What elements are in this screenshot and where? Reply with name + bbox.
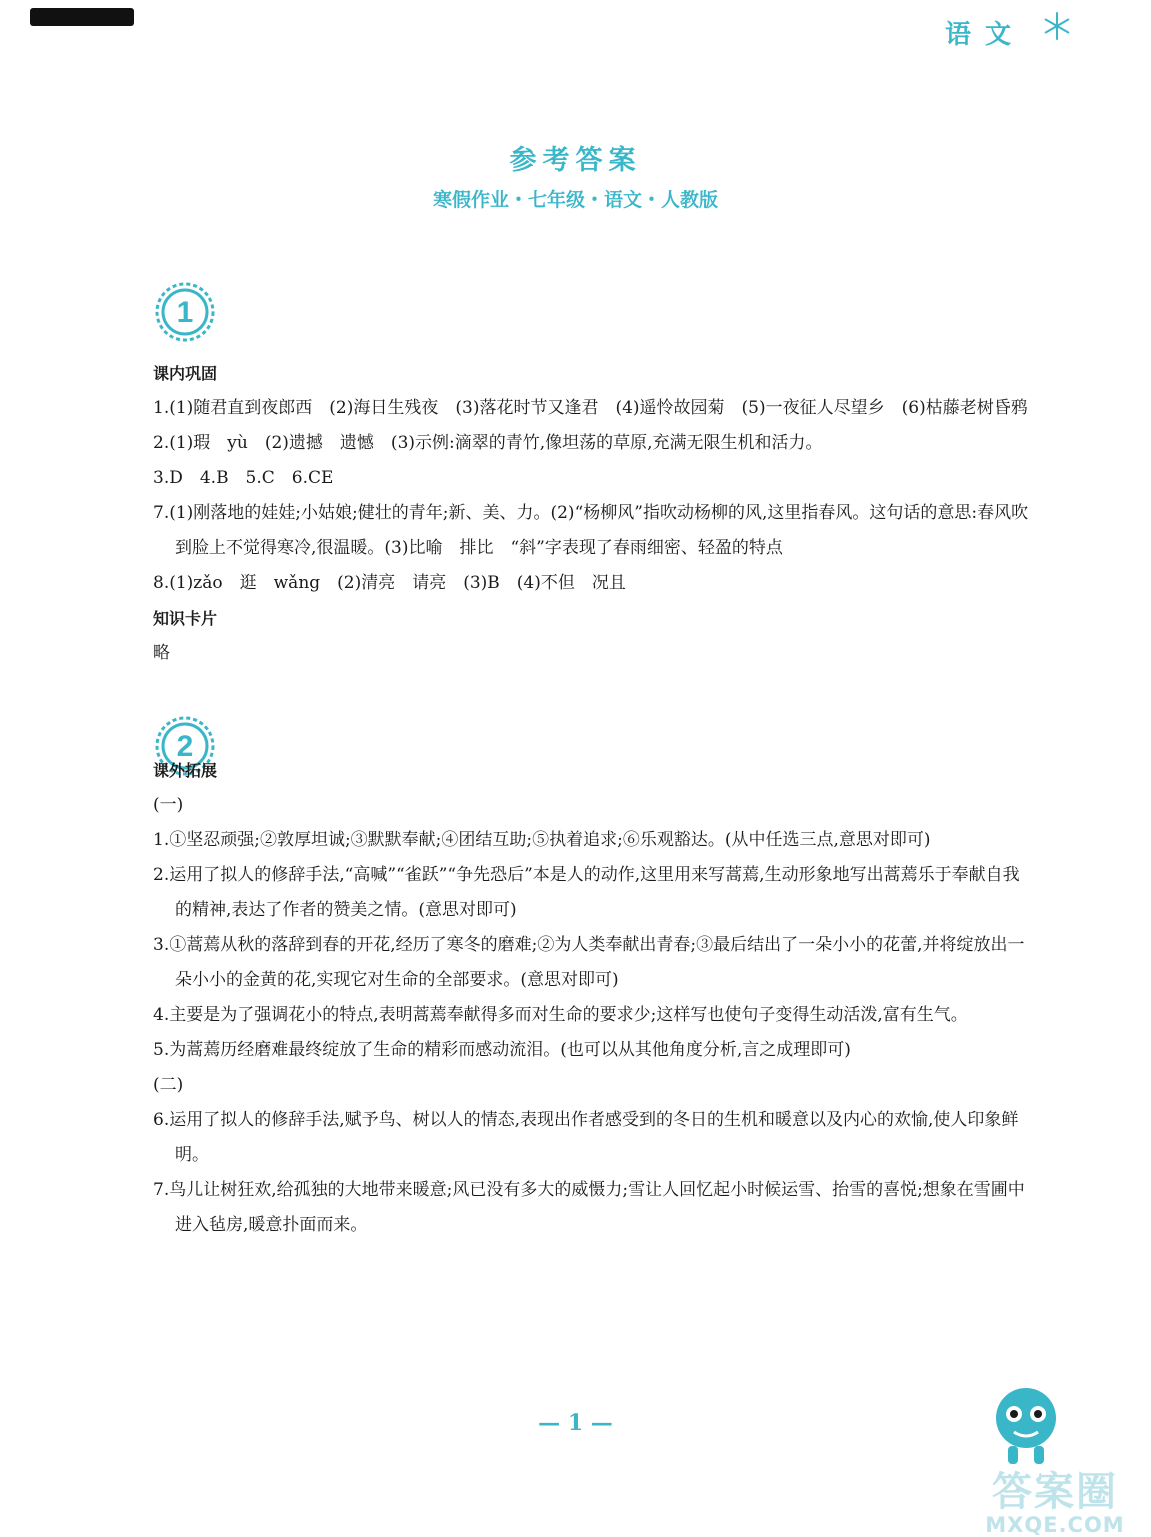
- answer-item: 2.运用了拟人的修辞手法,“高喊”“雀跃”“争先恐后”本是人的动作,这里用来写蒿蔫,生动形象地写出蒿蔫乐于奉献自我的精神,表达了作者的赞美之情。(意思对即可): [153, 865, 1020, 920]
- answer-item: 1.(1)随君直到夜郎西 (2)海日生残夜 (3)落花时节又逢君 (4)遥怜故园菊 (5)一夜征人尽望乡 (6)枯藤老树昏鸦: [153, 398, 1028, 418]
- answer-item: 1.①坚忍顽强;②敦厚坦诚;③默默奉献;④团结互助;⑤执着追求;⑥乐观豁达。(从中任选三点,意思对即可): [153, 830, 931, 850]
- watermark: [975, 1470, 1135, 1536]
- page-subtitle: 寒假作业・七年级・语文・人教版: [432, 189, 718, 211]
- section-heading-knowledge-card: 知识卡片: [153, 609, 218, 628]
- answer-item: 7.鸟儿让树狂欢,给孤独的大地带来暖意;风已没有多大的威慑力;雪让人回忆起小时候运雪、抬雪的喜悦;想象在雪圃中进入毡房,暖意扑面而来。: [153, 1180, 1025, 1235]
- watermark-url: MXQE.COM: [985, 1513, 1125, 1537]
- unit-1-badge-icon: [155, 282, 215, 342]
- answer-item: 6.运用了拟人的修辞手法,赋予鸟、树以人的情态,表现出作者感受到的冬日的生机和暖意以及内心的欢愉,使人印象鲜明。: [153, 1110, 1019, 1165]
- page-number: — 1 —: [538, 1410, 613, 1436]
- page-title: 参考答案: [509, 145, 642, 176]
- snowflake-icon: [1041, 10, 1073, 42]
- answer-item: 3.D 4.B 5.C 6.CE: [153, 468, 334, 488]
- part-label-2: (二): [153, 1075, 184, 1095]
- answer-item: 7.(1)刚落地的娃娃;小姑娘;健壮的青年;新、美、力。(2)“杨柳风”指吹动杨柳的风,这里指春风。这句话的意思:春风吹到脸上不觉得寒冷,很温暖。(3)比喻 排比 “斜”字表现了春雨细密、轻盈的特点: [153, 503, 1029, 558]
- section-heading-extension: 课外拓展: [153, 761, 218, 780]
- answer-content: [153, 356, 1033, 1243]
- section-heading-in-class: 课内巩固: [153, 364, 218, 383]
- top-black-bar: [30, 8, 134, 26]
- answer-item: 2.(1)瑕 yù (2)遗撼 遗憾 (3)示例:滴翠的青竹,像坦荡的草原,充满无限生机和活力。: [153, 433, 823, 453]
- answer-item: 3.①蒿蔫从秋的落辞到春的开花,经历了寒冬的磨难;②为人类奉献出青春;③最后结出了一朵小小的花蕾,并将绽放出一朵小小的金黄的花,实现它对生命的全部要求。(意思对即可): [153, 935, 1025, 990]
- answer-item: 8.(1)zǎo 逛 wǎng (2)清亮 请亮 (3)B (4)不但 况且: [153, 573, 626, 593]
- header-subject: 语文: [944, 20, 1025, 50]
- part-label-1: (一): [153, 795, 184, 815]
- unit-2-badge-number: 2: [176, 730, 194, 763]
- watermark-logo: 答案圈: [992, 1469, 1118, 1515]
- answer-item: 4.主要是为了强调花小的特点,表明蒿蔫奉献得多而对生命的要求少;这样写也使句子变得生动活泼,富有生气。: [153, 1005, 968, 1025]
- knowledge-card-text: 略: [153, 643, 170, 663]
- mascot-icon: [986, 1378, 1066, 1470]
- badge-spacer: [153, 671, 1033, 753]
- answer-item: 5.为蒿蔫历经磨难最终绽放了生命的精彩而感动流泪。(也可以从其他角度分析,言之成理即可): [153, 1040, 851, 1060]
- unit-1-badge-number: 1: [176, 296, 194, 329]
